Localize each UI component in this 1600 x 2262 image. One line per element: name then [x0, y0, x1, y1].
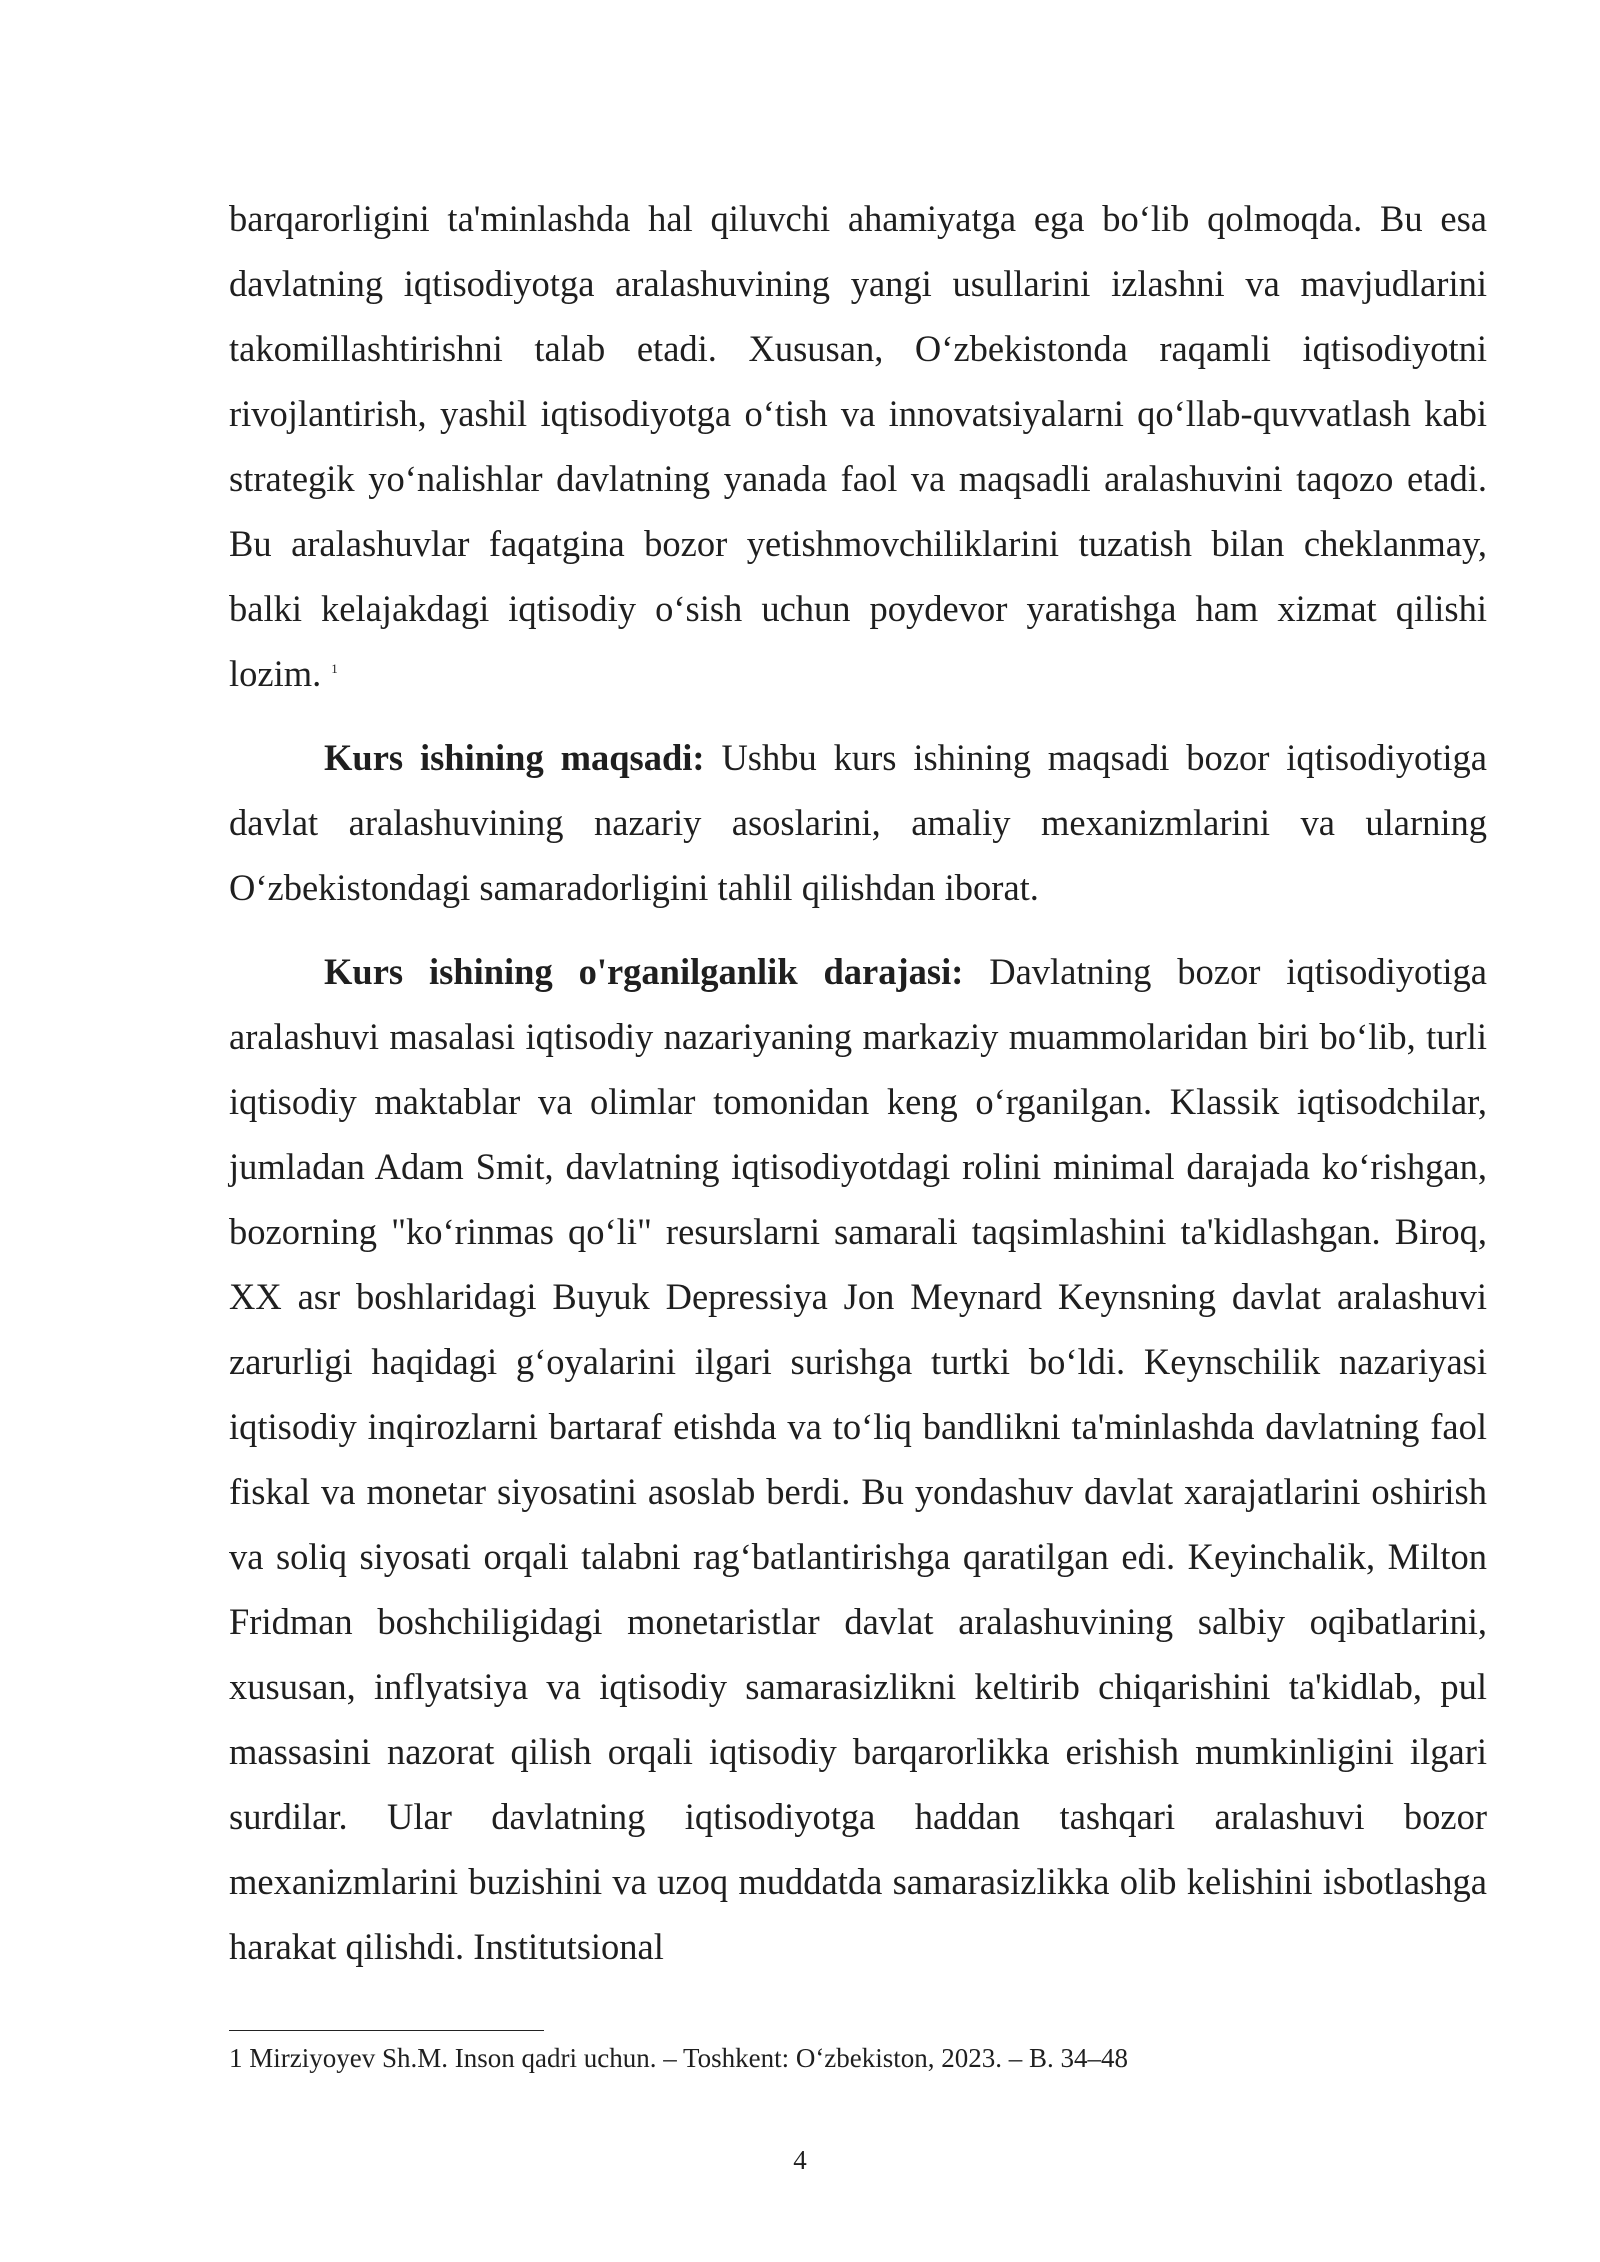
paragraph-heading: Kurs ishining o'rganilganlik darajasi: — [324, 951, 964, 992]
footnote-number: 1 — [229, 2043, 243, 2073]
paragraph-purpose — [229, 725, 1487, 920]
paragraph-text: Ushbu kurs ishining maqsadi bozor iqtisodiyotiga davlat aralashuvining nazariy asoslarini, amaliy mexanizmlarini va ularning O‘zbekistondagi samaradorligini tahlil qilishdan iborat. — [229, 737, 1488, 908]
body-text — [229, 186, 1487, 1979]
footnote-text: Mirziyoyev Sh.M. Inson qadri uchun. – Toshkent: O‘zbekiston, 2023. – B. 34–48 — [249, 2043, 1129, 2073]
paragraph-text: Davlatning bozor iqtisodiyotiga aralashuvi masalasi iqtisodiy nazariyaning markaziy muammolaridan biri bo‘lib, turli iqtisodiy maktablar va olimlar tomonidan keng o‘rganilgan. Klassik iqtisodchilar, jumladan Adam Smit, davlatning iqtisodiyotdagi rolini minimal darajada ko‘rishgan, bozorning "ko‘rinmas qo‘li" resurslarni samarali taqsimlashini ta'kidlashgan. Biroq, XX asr boshlaridagi Buyuk Depressiya Jon Meynard Keynsning davlat aralashuvi zarurligi haqidagi g‘oyalarini ilgari surishga turtki bo‘ldi. Keynschilik nazariyasi iqtisodiy inqirozlarni bartaraf etishda va to‘liq bandlikni ta'minlashda davlatning faol fiskal va monetar siyosatini asoslab berdi. Bu yondashuv davlat xarajatlarini oshirish va soliq siyosati orqali talabni rag‘batlantirishga qaratilgan edi. Keyinchalik, Milton Fridman boshchiligidagi monetaristlar davlat aralashuvining salbiy oqibatlarini, xususan, inflyatsiya va iqtisodiy samarasizlikni keltirib chiqarishini ta'kidlab, pul massasini nazorat qilish orqali iqtisodiy barqarorlikka erishish mumkinligini ilgari surdilar. Ular davlatning iqtisodiyotga haddan tashqari aralashuvi bozor mexanizmlarini buzishini va uzoq muddatda samarasizlikka olib kelishini isbotlashga harakat qilishdi. Institutsional — [229, 951, 1487, 1967]
footnote-reference: 1 — [331, 660, 338, 676]
paragraph-text: barqarorligini ta'minlashda hal qiluvchi ahamiyatga ega bo‘lib qolmoqda. Bu esa davlatning iqtisodiyotga aralashuvining yangi usullarini izlashni va mavjudlarini takomillashtirishni talab etadi. Xususan, O‘zbekistonda raqamli iqtisodiyotni rivojlantirish, yashil iqtisodiyotga o‘tish va innovatsiyalarni qo‘llab-quvvatlash kabi strategik yo‘nalishlar davlatning yanada faol va maqsadli aralashuvini taqozo etadi. Bu aralashuvlar faqatgina bozor yetishmovchiliklarini tuzatish bilan cheklanmay, balki kelajakdagi iqtisodiy o‘sish uchun poydevor yaratishga ham xizmat qilishi lozim. — [229, 198, 1487, 694]
paragraph-heading: Kurs ishining maqsadi: — [324, 737, 705, 778]
footnote-separator — [229, 2030, 544, 2031]
page-number: 4 — [793, 2145, 807, 2175]
footnote — [229, 2040, 1487, 2076]
paragraph-1 — [229, 186, 1487, 706]
paragraph-study-level — [229, 939, 1487, 1979]
